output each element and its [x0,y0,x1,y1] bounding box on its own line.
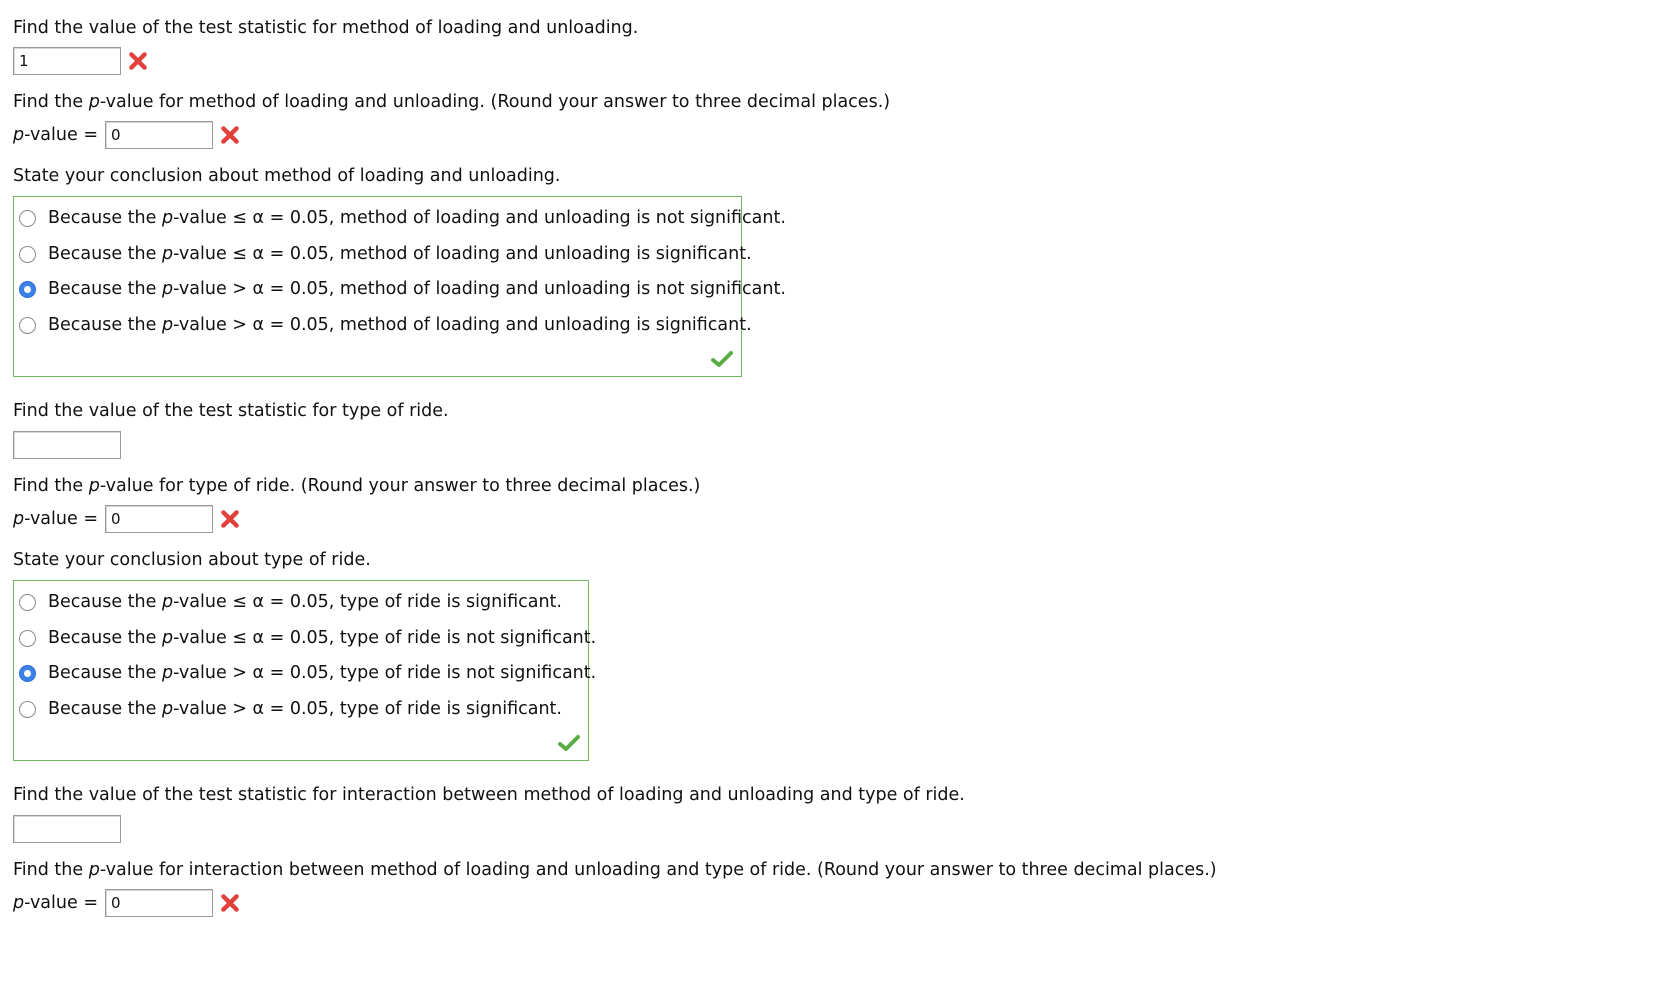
incorrect-x-icon [219,508,241,530]
radio-button[interactable] [19,630,36,647]
q5-pvalue-label-rest: -value = [24,509,98,529]
q5-pvalue-input[interactable] [105,505,213,533]
q6-option-4[interactable] [19,694,562,724]
q8-prompt-start: Find the [13,860,89,880]
q3-conclusion-options [13,196,786,377]
q3-option-4-pre: Because the [48,315,162,335]
q3-option-1-p: p [161,208,174,228]
q2-pvalue-label-rest: -value = [24,125,98,145]
q5-prompt-start: Find the [13,476,89,496]
q6-option-4-p: p [161,699,174,719]
q3-option-4[interactable] [19,310,752,340]
q6-option-3[interactable] [19,658,596,688]
incorrect-x-icon [127,50,149,72]
q6-conclusion-options [13,580,597,761]
q3-option-4-p: p [161,315,174,335]
q6-option-2-post: -value ≤ α = 0.05, type of ride is not significant. [173,628,597,648]
q6-option-1-pre: Because the [48,592,162,612]
q1-test-statistic-input[interactable] [13,47,121,75]
q3-option-3-post: -value > α = 0.05, method of loading and unloading is not significant. [173,279,786,299]
q5-prompt-end: -value for type of ride. (Round your answer to three decimal places.) [99,476,701,496]
q6-option-1-post: -value ≤ α = 0.05, type of ride is significant. [173,592,562,612]
q6-option-2[interactable] [19,623,596,653]
q6-option-4-pre: Because the [48,699,162,719]
radio-button[interactable] [19,317,36,334]
q3-option-2-post: -value ≤ α = 0.05, method of loading and unloading is significant. [173,244,752,264]
q4-prompt: Find the value of the test statistic for type of ride. [13,401,449,421]
correct-check-icon [558,734,580,752]
radio-button[interactable] [19,210,36,227]
radio-button-selected[interactable] [19,665,36,682]
q2-prompt-end: -value for method of loading and unloading. (Round your answer to three decimal places.) [99,92,891,112]
q8-pvalue-label-p: p [13,893,25,913]
q6-option-4-post: -value > α = 0.05, type of ride is significant. [173,699,562,719]
q3-option-2-label [48,244,752,264]
q6-prompt: State your conclusion about type of ride. [13,550,371,570]
q3-option-3-label [48,279,786,299]
correct-check-icon [711,350,733,368]
q6-option-3-post: -value > α = 0.05, type of ride is not significant. [173,663,597,683]
radio-button[interactable] [19,701,36,718]
q3-option-3-p: p [161,279,174,299]
q8-prompt-p: p [88,860,100,880]
q8-pvalue-label [13,893,98,913]
q3-option-4-label [48,315,752,335]
q3-option-1-post: -value ≤ α = 0.05, method of loading and unloading is not significant. [173,208,786,228]
q3-option-1-pre: Because the [48,208,162,228]
q5-answer-row [13,505,241,533]
q5-pvalue-label-p: p [13,509,25,529]
q6-option-1-label [48,592,562,612]
q2-pvalue-input[interactable] [105,121,213,149]
q4-answer-row [13,431,121,459]
q6-option-2-p: p [161,628,174,648]
q6-option-3-label [48,663,596,683]
q3-option-2-p: p [161,244,174,264]
q1-prompt: Find the value of the test statistic for method of loading and unloading. [13,18,639,38]
q8-answer-row [13,889,241,917]
incorrect-x-icon [219,892,241,914]
q3-option-2-pre: Because the [48,244,162,264]
q3-option-4-post: -value > α = 0.05, method of loading and unloading is significant. [173,315,752,335]
radio-button[interactable] [19,246,36,263]
q1-answer-row [13,47,149,75]
q2-pvalue-label [13,125,98,145]
q8-prompt-end: -value for interaction between method of loading and unloading and type of ride. (Round your answer to three decimal places.) [99,860,1217,880]
q6-option-3-pre: Because the [48,663,162,683]
q2-prompt-start: Find the [13,92,89,112]
q6-option-1-p: p [161,592,174,612]
q6-option-2-pre: Because the [48,628,162,648]
q7-test-statistic-input[interactable] [13,815,121,843]
radio-button-selected[interactable] [19,281,36,298]
q2-prompt-p: p [88,92,100,112]
q5-prompt [13,476,700,496]
q4-test-statistic-input[interactable] [13,431,121,459]
q7-answer-row [13,815,121,843]
q2-answer-row [13,121,241,149]
q8-prompt [13,860,1217,880]
q3-option-3[interactable] [19,274,786,304]
q3-option-2[interactable] [19,239,752,269]
radio-button[interactable] [19,594,36,611]
q6-option-3-p: p [161,663,174,683]
q7-prompt: Find the value of the test statistic for interaction between method of loading and unloading and type of ride. [13,785,965,805]
q8-pvalue-label-rest: -value = [24,893,98,913]
q2-pvalue-label-p: p [13,125,25,145]
q8-pvalue-input[interactable] [105,889,213,917]
q3-option-1[interactable] [19,203,786,233]
incorrect-x-icon [219,124,241,146]
q6-option-4-label [48,699,562,719]
q2-prompt [13,92,890,112]
q6-option-2-label [48,628,596,648]
q3-prompt: State your conclusion about method of loading and unloading. [13,166,561,186]
q5-prompt-p: p [88,476,100,496]
q3-option-1-label [48,208,786,228]
q6-option-1[interactable] [19,587,562,617]
q5-pvalue-label [13,509,98,529]
q3-option-3-pre: Because the [48,279,162,299]
